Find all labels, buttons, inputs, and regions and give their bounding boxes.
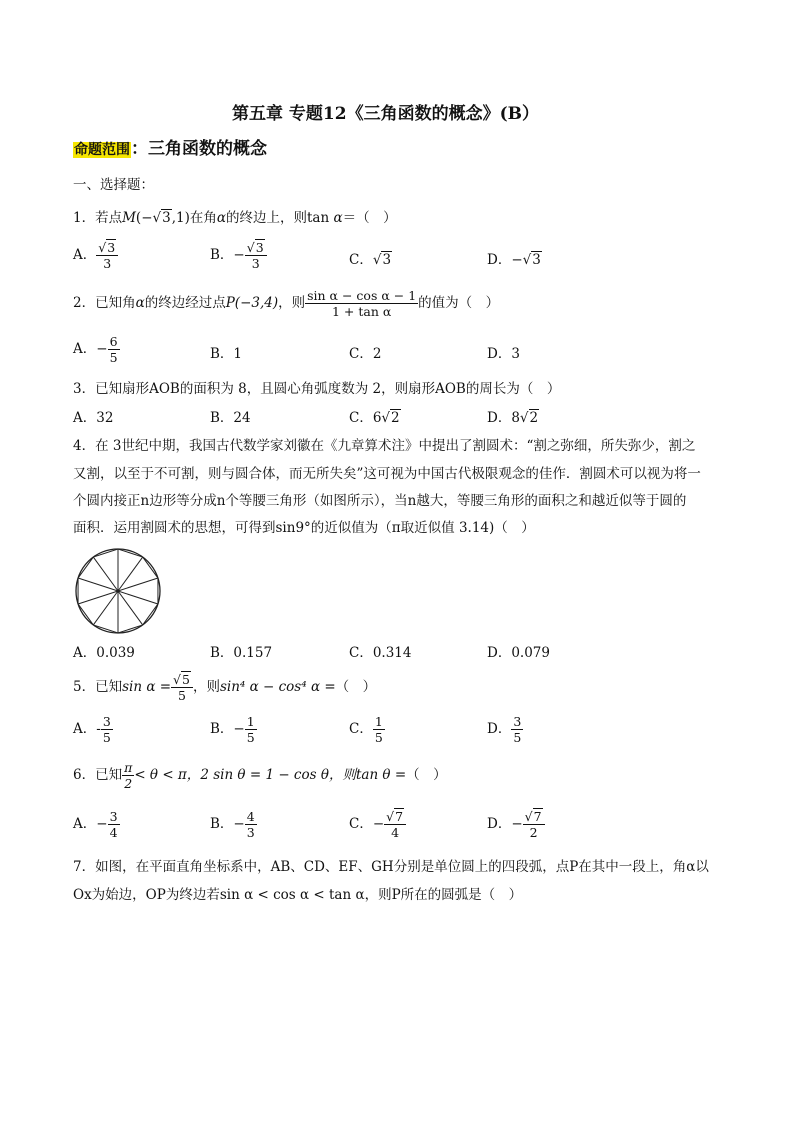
q1-pre: 1．若点 bbox=[73, 210, 123, 226]
q6-option-c[interactable]: C．− $\frac{√7}{4}$ bbox=[349, 809, 406, 840]
q6-b-num: 4 bbox=[246, 809, 255, 824]
q1-alpha: α bbox=[216, 210, 226, 226]
q3-c-root: 2 bbox=[391, 410, 400, 426]
q1-coord-close: ,1) bbox=[171, 210, 190, 226]
q5-num: 5 bbox=[182, 672, 190, 687]
q5-a-label: A．- bbox=[73, 721, 101, 737]
q5-a-den: 5 bbox=[102, 730, 111, 745]
q5-mid: ，则 bbox=[192, 679, 220, 695]
q1-d-root: 3 bbox=[532, 252, 541, 268]
spoke-line bbox=[78, 578, 118, 591]
topic-label: 命题范围 bbox=[74, 142, 130, 158]
q5-a-num: 3 bbox=[102, 714, 111, 729]
q3-d-root: 2 bbox=[529, 410, 539, 426]
q6-b-den: 3 bbox=[246, 825, 255, 840]
q5-expr: sin⁴ α − cos⁴ α = bbox=[219, 679, 336, 695]
q1-option-d[interactable]: D．−√3 bbox=[487, 252, 541, 268]
q5-option-b[interactable] bbox=[210, 714, 257, 745]
spoke-line bbox=[118, 591, 158, 604]
q5-b-den: 5 bbox=[246, 730, 255, 745]
q5-c-label: C． bbox=[349, 721, 373, 737]
q3-option-a[interactable]: A．32 bbox=[73, 410, 114, 426]
q4-line-3: 个圆内接正n边形等分成n个等腰三角形（如图所示），当n越大，等腰三角形的面积之和越近似等于圆的 bbox=[73, 493, 687, 509]
q1-b-label: B．− bbox=[210, 247, 245, 263]
spoke-line bbox=[78, 591, 118, 604]
q4-line-4: 面积．运用割圆术的思想，可得到sin9°的近似值为（π取近似值 3.14)（ ） bbox=[73, 520, 535, 536]
section-heading: 一、选择题： bbox=[73, 177, 154, 193]
q5-d-label: D． bbox=[487, 721, 512, 737]
q4-option-b[interactable]: B．0.157 bbox=[210, 645, 273, 661]
q1-c-label: C． bbox=[349, 252, 373, 268]
q1-b-num: 3 bbox=[255, 240, 264, 255]
q5-c-den: 5 bbox=[374, 730, 383, 745]
polygon-circle-figure bbox=[74, 547, 162, 635]
q2-num: sin α − cos α − 1 bbox=[307, 288, 417, 303]
q6-pi: π bbox=[124, 760, 133, 775]
q5-post: （ ） bbox=[335, 679, 377, 695]
q1-a-den: 3 bbox=[103, 256, 112, 271]
q5-sin: sin α = bbox=[122, 679, 172, 695]
q1-b-frac: $\frac{√3}{3}$ bbox=[245, 240, 267, 271]
q3-option-b[interactable]: B．24 bbox=[210, 410, 251, 426]
q3-d-label: D．8 bbox=[487, 410, 520, 426]
q6-post: （ ） bbox=[406, 767, 447, 783]
q4-line-2: 又割，以至于不可割，则与圆合体，而无所失矣”这可视为中国古代极限观念的佳作．割圆术可以视为将一 bbox=[73, 466, 701, 482]
q2-frac bbox=[305, 288, 418, 319]
q1-a-label: A． bbox=[73, 247, 97, 263]
q6-b-label: B．− bbox=[210, 816, 245, 832]
q6-pre: 6．已知 bbox=[73, 767, 123, 783]
q2-then: ，则 bbox=[278, 295, 306, 311]
q6-a-den: 4 bbox=[109, 825, 118, 840]
question-1 bbox=[73, 206, 397, 226]
q1-mid: 在角 bbox=[189, 210, 217, 226]
q5-d-num: 3 bbox=[513, 714, 522, 729]
q2-a-den: 5 bbox=[109, 350, 118, 365]
q4-option-c[interactable]: C．0.314 bbox=[349, 645, 412, 661]
q2-a-frac bbox=[108, 334, 120, 365]
q6-two: 2 bbox=[124, 776, 133, 791]
q1-a-num: 3 bbox=[107, 240, 116, 255]
q5-pre: 5．已知 bbox=[73, 679, 123, 695]
q7-line-1: 7．如图，在平面直角坐标系中，AB、CD、EF、GH分别是单位圆上的四段弧，点P在其中一段上，角α以 bbox=[73, 859, 709, 875]
q3-option-d[interactable]: D．8√2 bbox=[487, 410, 539, 426]
q6-option-d[interactable]: D．− $\frac{√7}{2}$ bbox=[487, 809, 545, 840]
q6-ineq: < θ < π， bbox=[134, 767, 201, 783]
q5-option-d[interactable] bbox=[487, 714, 523, 745]
q2-point: P(−3,4) bbox=[225, 295, 279, 311]
page-title: 第五章 专题12《三角函数的概念》(B） bbox=[232, 104, 539, 124]
q6-tan: tan θ = bbox=[355, 767, 407, 783]
q6-c-num: 7 bbox=[395, 809, 404, 824]
q1-m: M bbox=[122, 210, 136, 226]
q2-a-label: A．− bbox=[73, 341, 108, 357]
q1-end: ＝（ ） bbox=[342, 210, 397, 226]
question-6 bbox=[73, 760, 447, 791]
q1-option-b[interactable] bbox=[210, 240, 267, 271]
q5-b-num: 1 bbox=[246, 714, 255, 729]
q2-option-c[interactable]: C．2 bbox=[349, 346, 382, 362]
q2-mid: 的终边经过点 bbox=[144, 295, 226, 311]
q2-den: 1 + tan α bbox=[331, 304, 392, 319]
q4-option-a[interactable]: A．0.039 bbox=[73, 645, 135, 661]
q3-c-label: C．6 bbox=[349, 410, 382, 426]
q6-d-den: 2 bbox=[529, 825, 538, 840]
q6-c-den: 4 bbox=[391, 825, 400, 840]
question-2 bbox=[73, 288, 499, 319]
q5-den: 5 bbox=[178, 688, 186, 703]
spoke-line bbox=[93, 557, 118, 591]
q1-d-label: D．− bbox=[487, 252, 523, 268]
q1-tan: tan bbox=[307, 210, 330, 226]
q2-post: 的值为（ ） bbox=[418, 295, 500, 311]
spoke-line bbox=[93, 591, 118, 625]
q2-option-d[interactable]: D．3 bbox=[487, 346, 520, 362]
q6-a-label: A．− bbox=[73, 816, 108, 832]
q5-option-c[interactable] bbox=[349, 714, 385, 745]
topic-colon: ： bbox=[131, 139, 148, 159]
q3-option-c[interactable]: C．6√2 bbox=[349, 410, 400, 426]
q6-a-num: 3 bbox=[109, 809, 118, 824]
q1-post: 的终边上，则 bbox=[226, 210, 307, 226]
topic-line bbox=[73, 134, 267, 159]
q2-a-num: 6 bbox=[109, 334, 118, 349]
q2-option-b[interactable]: B．1 bbox=[210, 346, 243, 362]
q4-line-1: 4．在 3世纪中期，我国古代数学家刘徽在《九章算术注》中提出了割圆术：“割之弥细，所失弥少，割之 bbox=[73, 438, 696, 454]
spoke-line bbox=[118, 557, 143, 591]
q4-option-d[interactable]: D．0.079 bbox=[487, 645, 550, 661]
q5-frac: $\frac{√5}{5}$ bbox=[171, 672, 193, 703]
q6-eq: 2 sin θ = 1 − cos θ，则 bbox=[200, 767, 356, 783]
q5-b-label: B．− bbox=[210, 721, 245, 737]
q1-option-c[interactable]: C．√3 bbox=[349, 252, 392, 268]
spoke-line bbox=[118, 578, 158, 591]
q6-option-b[interactable] bbox=[210, 809, 257, 840]
q6-d-num: 7 bbox=[533, 809, 542, 824]
q2-alpha: α bbox=[135, 295, 145, 311]
q1-b-den: 3 bbox=[251, 256, 260, 271]
q1-coord-open: (− bbox=[135, 210, 153, 226]
q6-c-label: C．− bbox=[349, 816, 385, 832]
spoke-line bbox=[118, 591, 143, 625]
q5-option-a[interactable] bbox=[73, 714, 113, 745]
q1-a-frac: $\frac{√3}{3}$ bbox=[96, 240, 118, 271]
q2-option-a[interactable] bbox=[73, 334, 120, 365]
q5-d-den: 5 bbox=[513, 730, 522, 745]
sqrt-icon: √ bbox=[152, 210, 162, 226]
q6-option-a[interactable] bbox=[73, 809, 120, 840]
question-3: 3．已知扇形AOB的面积为 8，且圆心角弧度数为 2，则扇形AOB的周长为（ ） bbox=[73, 381, 561, 397]
q1-option-a[interactable] bbox=[73, 240, 118, 271]
q1-root: 3 bbox=[162, 210, 171, 226]
q7-line-2: Ox为始边，OP为终边若sin α < cos α < tan α，则P所在的圆弧是（ ） bbox=[73, 887, 523, 903]
question-5 bbox=[73, 672, 376, 703]
q5-c-num: 1 bbox=[374, 714, 383, 729]
q6-d-label: D．− bbox=[487, 816, 523, 832]
q2-pre: 2．已知角 bbox=[73, 295, 136, 311]
topic-text: 三角函数的概念 bbox=[148, 139, 267, 159]
q1-alpha-2: α bbox=[333, 210, 343, 226]
q1-c-root: 3 bbox=[382, 252, 392, 268]
